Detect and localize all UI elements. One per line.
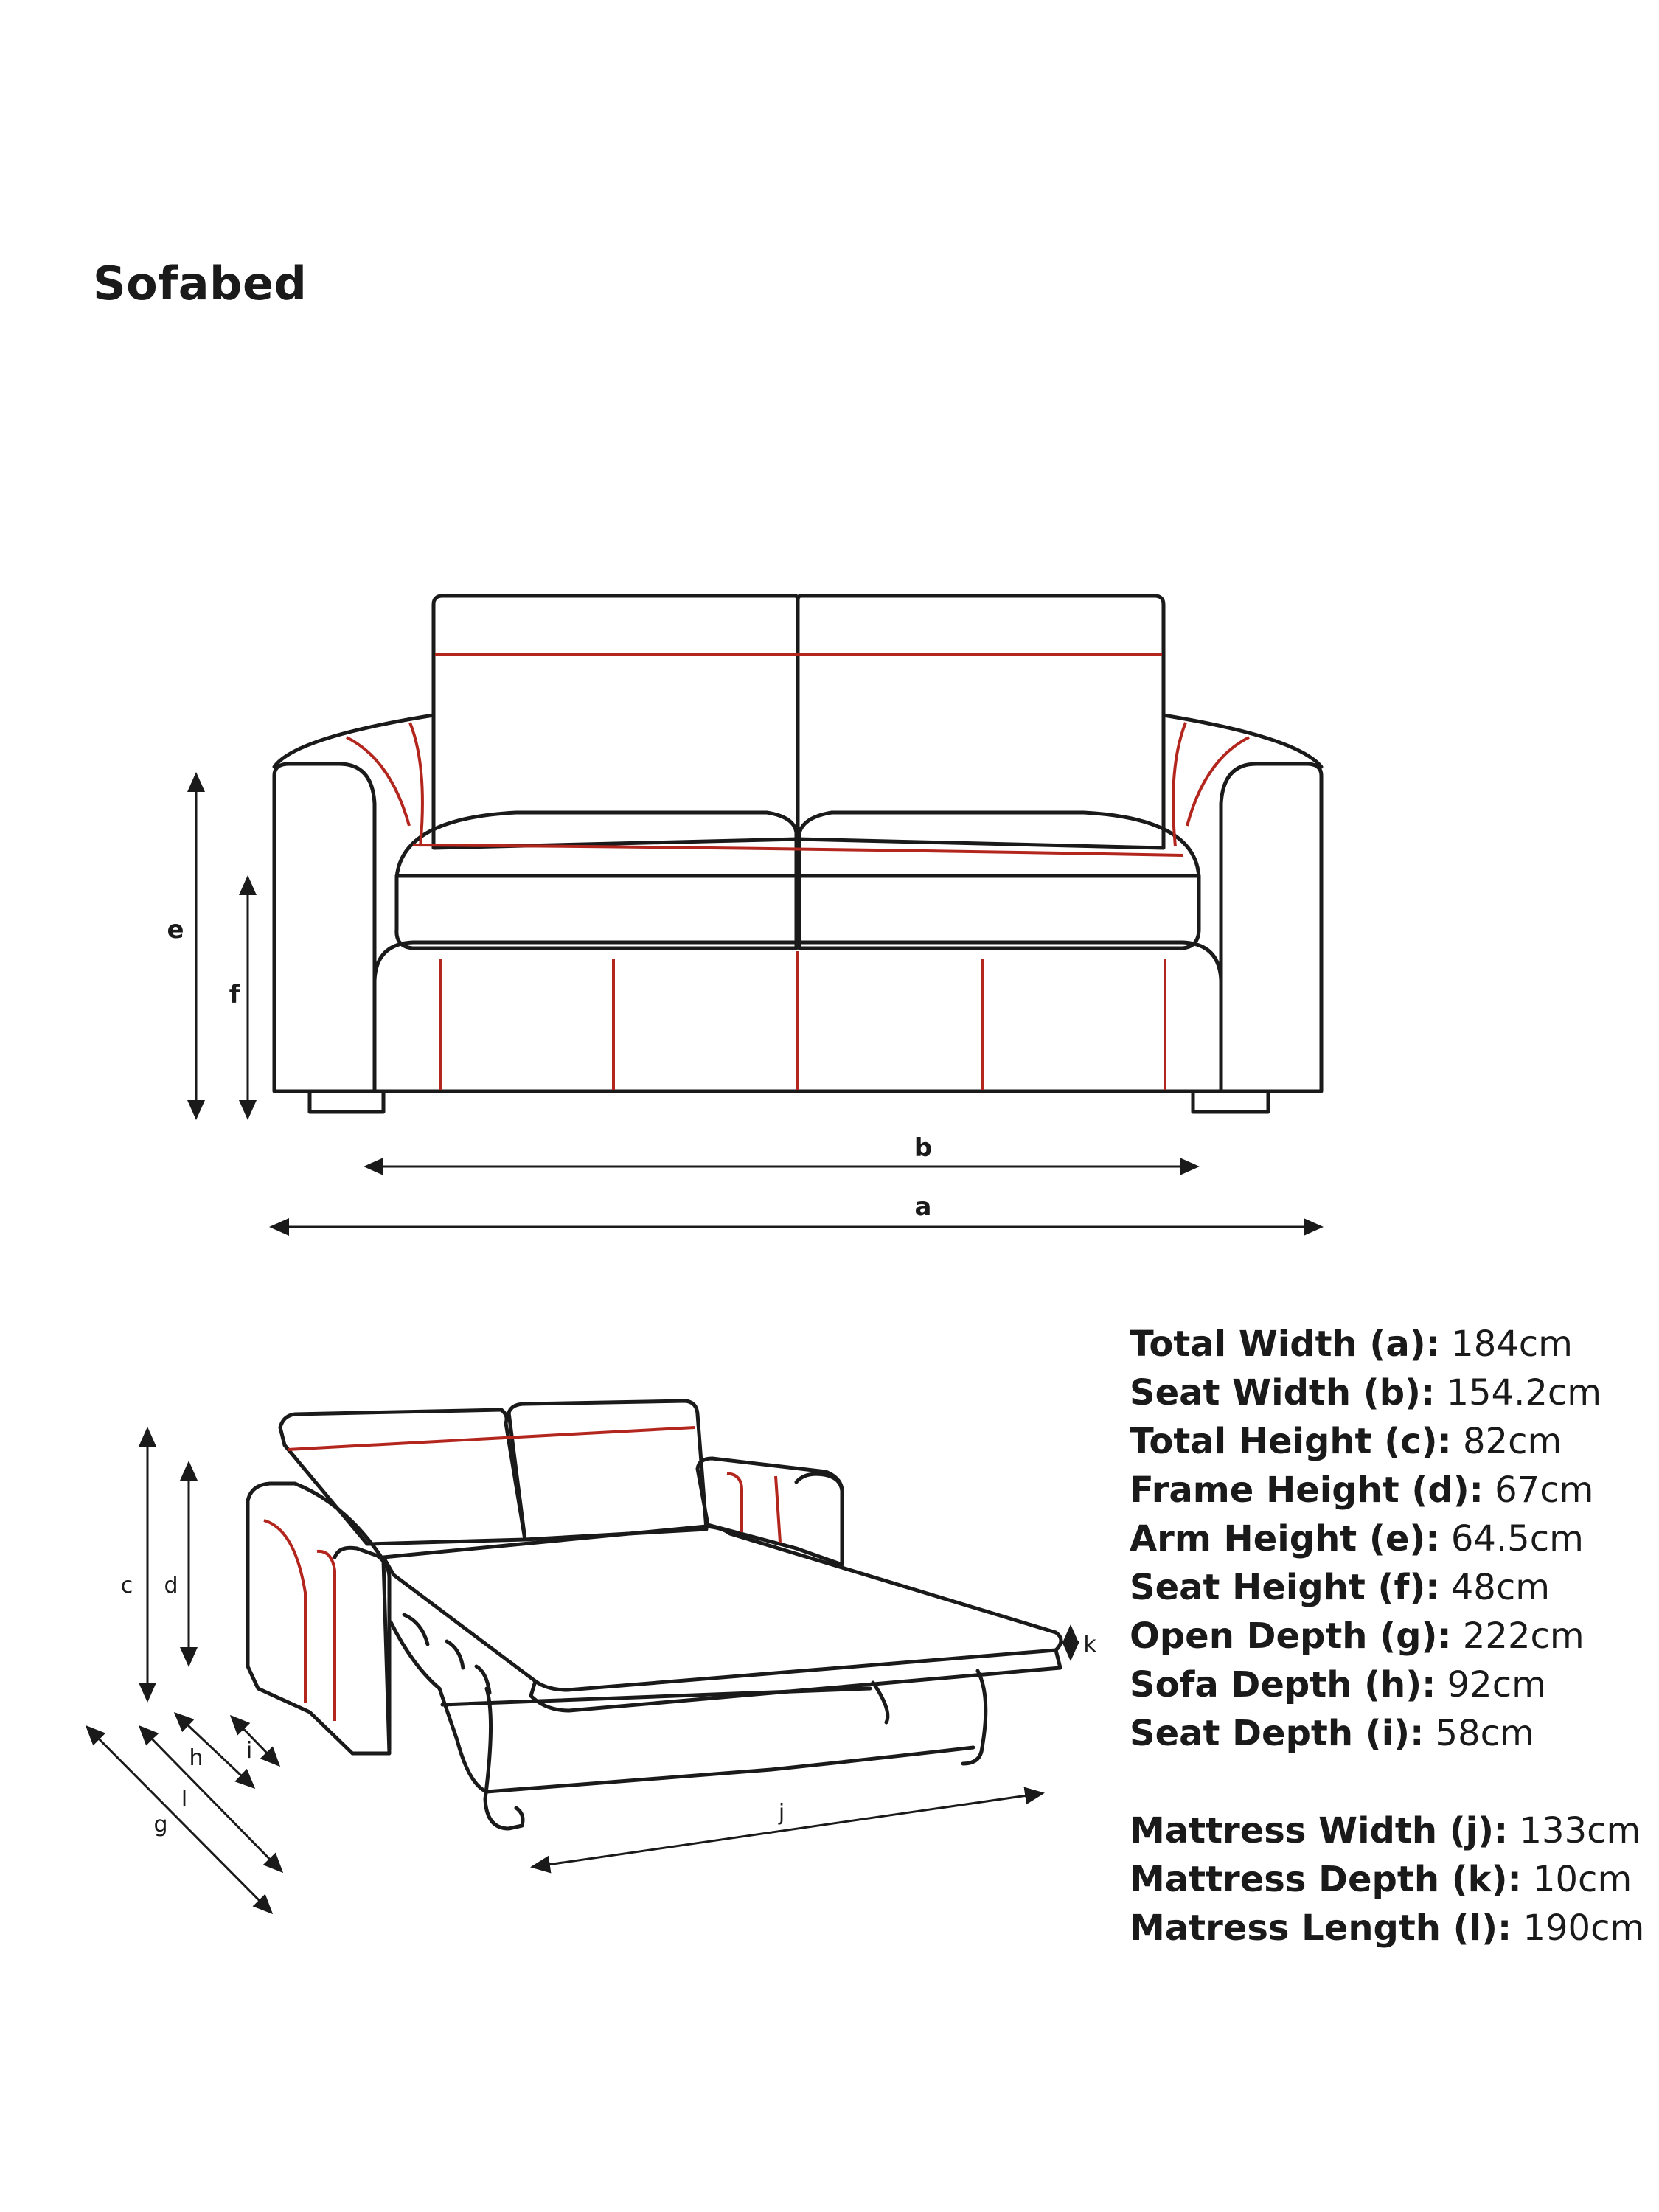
- spec-value: 82cm: [1463, 1421, 1562, 1462]
- spec-label: Sofa Depth (h):: [1130, 1664, 1436, 1705]
- spec-value: 67cm: [1495, 1470, 1594, 1511]
- open-arm-seam-left-2: [317, 1551, 335, 1721]
- spec-value: 92cm: [1447, 1664, 1546, 1705]
- back-cushion-right: [798, 596, 1164, 848]
- arm-seam-left-2: [410, 723, 422, 846]
- spec-row-sofa-depth: [1130, 1660, 1644, 1709]
- bed-frame-hinge-1: [404, 1615, 428, 1644]
- label-b: b: [914, 1133, 933, 1163]
- spec-label: Mattress Width (j):: [1130, 1810, 1509, 1851]
- label-h: h: [189, 1745, 204, 1771]
- arm-right: [1221, 764, 1321, 1091]
- spec-value: 154.2cm: [1446, 1372, 1602, 1413]
- arm-left: [274, 764, 375, 1091]
- seat-cushion-right: [799, 813, 1199, 948]
- label-g: g: [153, 1812, 168, 1837]
- spec-row-total-height: [1130, 1417, 1644, 1466]
- arm-seam-right-1: [1187, 737, 1249, 826]
- spec-value: 48cm: [1450, 1567, 1550, 1608]
- bed-frame-support: [873, 1683, 888, 1722]
- open-view-dimensions: [87, 1429, 1071, 1913]
- open-arm-left: [248, 1484, 389, 1753]
- mattress-top: [383, 1526, 1061, 1690]
- spec-label: Seat Width (b):: [1130, 1372, 1436, 1413]
- bed-frame-leg-front: [485, 1688, 523, 1829]
- spec-label: Matress Length (l):: [1130, 1907, 1512, 1949]
- spec-label: Open Depth (g):: [1130, 1615, 1452, 1657]
- spec-value: 184cm: [1451, 1324, 1573, 1365]
- dimension-line-g: [87, 1727, 271, 1913]
- spec-row-seat-height: [1130, 1563, 1644, 1612]
- spec-value: 58cm: [1435, 1713, 1534, 1754]
- spec-label: Total Height (c):: [1130, 1421, 1452, 1462]
- label-e: e: [167, 915, 184, 945]
- open-arm-seam-left-1: [264, 1520, 305, 1703]
- spec-value: 222cm: [1462, 1615, 1585, 1657]
- label-j: j: [778, 1800, 785, 1826]
- spec-label: Mattress Depth (k):: [1130, 1859, 1522, 1900]
- spec-list: [1130, 1320, 1644, 1952]
- label-d: d: [164, 1573, 178, 1599]
- spec-row-mattress-length: [1130, 1904, 1644, 1952]
- bed-frame-hinge-2: [447, 1641, 463, 1668]
- spec-spacer: [1130, 1758, 1644, 1806]
- dimension-line-j: [532, 1793, 1043, 1867]
- foot-right: [1193, 1091, 1268, 1112]
- front-view-dimensions: [196, 774, 1321, 1227]
- spec-row-arm-height: [1130, 1514, 1644, 1563]
- open-arm-seam-right-1: [727, 1473, 742, 1532]
- seat-cushion-left: [397, 813, 796, 948]
- label-i: i: [246, 1738, 253, 1764]
- spec-row-seat-width: [1130, 1368, 1644, 1417]
- spec-label: Frame Height (d):: [1130, 1470, 1484, 1511]
- spec-row-mattress-depth: [1130, 1855, 1644, 1904]
- page-title: Sofabed: [93, 257, 307, 310]
- spec-row-frame-height: [1130, 1466, 1644, 1514]
- spec-row-open-depth: [1130, 1612, 1644, 1660]
- label-c: c: [120, 1573, 133, 1599]
- label-f: f: [229, 980, 240, 1009]
- spec-value: 133cm: [1519, 1810, 1641, 1851]
- dimension-line-l: [140, 1727, 282, 1871]
- open-back-cushion-left: [280, 1410, 525, 1544]
- open-view-sofabed: [248, 1401, 1061, 1829]
- spec-label: Seat Depth (i):: [1130, 1713, 1425, 1754]
- back-cushion-left: [434, 596, 798, 848]
- open-back-cushion-right: [509, 1401, 706, 1540]
- spec-value: 64.5cm: [1450, 1518, 1584, 1559]
- spec-value: 190cm: [1523, 1907, 1645, 1949]
- spec-label: Seat Height (f):: [1130, 1567, 1440, 1608]
- label-l: l: [181, 1787, 188, 1812]
- label-k: k: [1083, 1632, 1096, 1658]
- arm-seam-right-2: [1173, 723, 1186, 846]
- arm-seam-left-1: [347, 737, 409, 826]
- open-back-seam: [288, 1427, 695, 1450]
- dimension-line-i: [232, 1717, 279, 1765]
- bed-frame-hinge-3: [476, 1666, 490, 1693]
- open-arm-seam-right-2: [776, 1476, 780, 1543]
- label-a: a: [914, 1192, 932, 1222]
- spec-row-seat-depth: [1130, 1709, 1644, 1758]
- spec-row-total-width: [1130, 1320, 1644, 1368]
- foot-left: [310, 1091, 383, 1112]
- spec-row-mattress-width: [1130, 1806, 1644, 1855]
- spec-value: 10cm: [1532, 1859, 1632, 1900]
- spec-label: Total Width (a):: [1130, 1324, 1440, 1365]
- spec-label: Arm Height (e):: [1130, 1518, 1440, 1559]
- open-arm-left-pad: [335, 1548, 389, 1749]
